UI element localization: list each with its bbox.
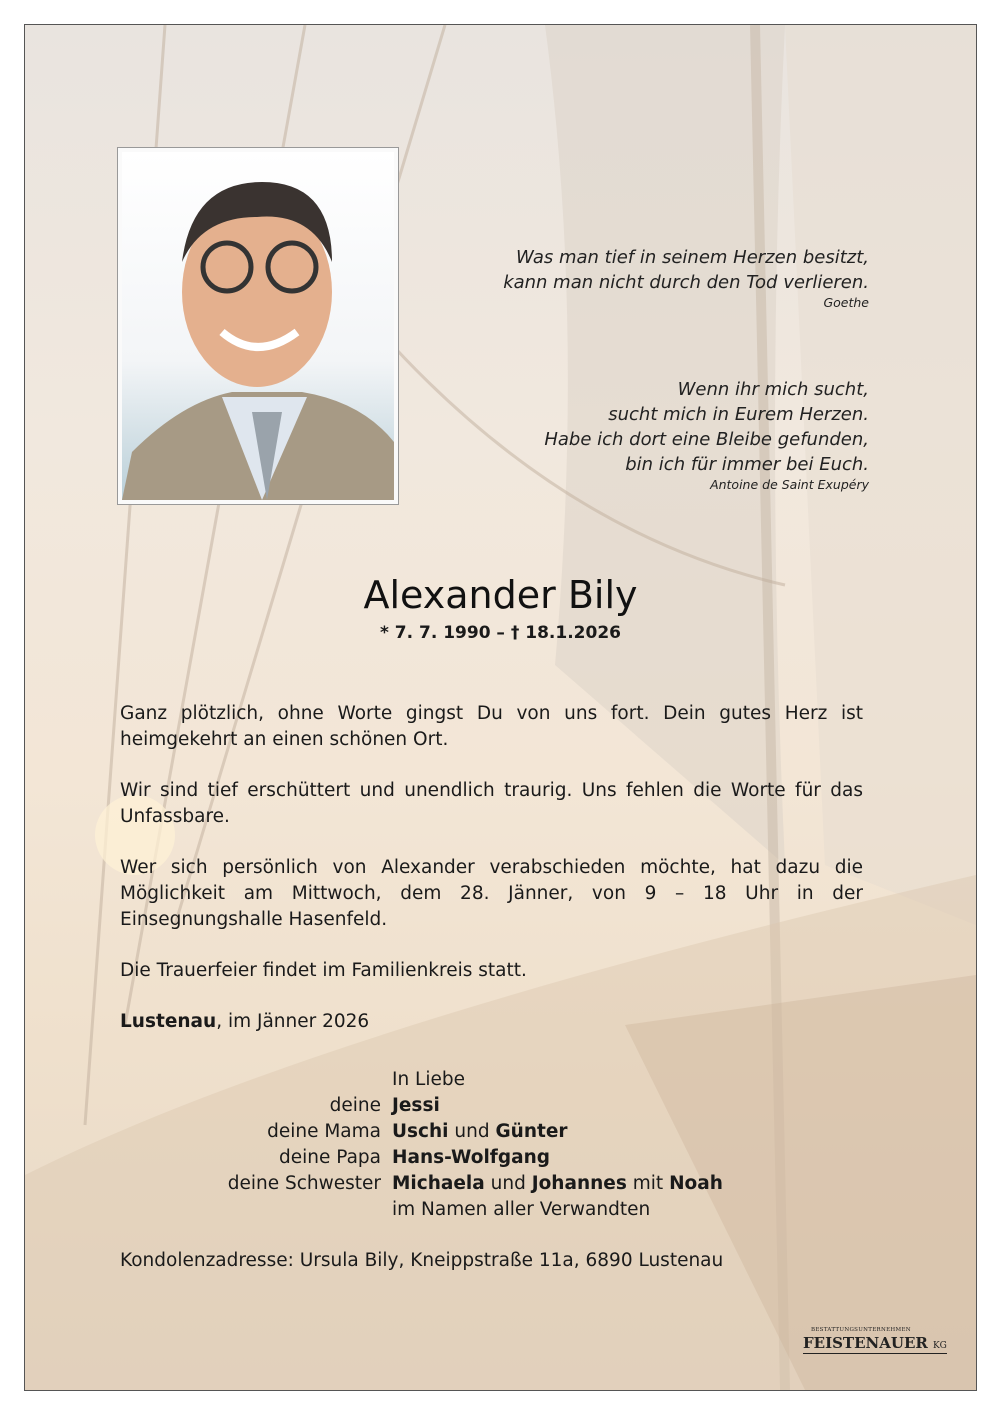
paragraph: Wir sind tief erschüttert und unendlich traurig. Uns fehlen die Worte für das Unfassbare. bbox=[120, 780, 863, 827]
quote-line: kann man nicht durch den Tod verlieren. bbox=[503, 272, 869, 293]
quote-line: sucht mich in Eurem Herzen. bbox=[608, 404, 869, 425]
place-city: Lustenau bbox=[120, 1011, 217, 1032]
quote-line: Was man tief in seinem Herzen besitzt, bbox=[516, 247, 869, 268]
connector-text: und bbox=[484, 1173, 532, 1194]
condolence-address: Kondolenzadresse: Ursula Bily, Kneippstraße 11a, 6890 Lustenau bbox=[120, 1250, 724, 1271]
funeral-home-logo bbox=[803, 1327, 947, 1354]
quote-line: Wenn ihr mich sucht, bbox=[677, 379, 869, 400]
family-members bbox=[392, 1093, 440, 1119]
quote-source: Goethe bbox=[823, 295, 869, 310]
portrait-frame bbox=[117, 147, 399, 505]
family-relation: deine Schwester bbox=[227, 1173, 381, 1194]
family-member-name: Noah bbox=[669, 1173, 723, 1194]
family-closing: im Namen aller Verwandten bbox=[392, 1199, 651, 1220]
family-member-name: Hans-Wolfgang bbox=[392, 1147, 550, 1168]
logo-tagline: BESTATTUNGSUNTERNEHMEN bbox=[811, 1327, 911, 1333]
quote-line: Habe ich dort eine Bleibe gefunden, bbox=[544, 429, 869, 450]
connector-text: mit bbox=[626, 1173, 670, 1194]
family-member-name: Uschi bbox=[392, 1121, 449, 1142]
logo-suffix: KG bbox=[932, 1341, 947, 1351]
place-date-text: , im Jänner 2026 bbox=[216, 1011, 370, 1032]
family-intro: In Liebe bbox=[392, 1069, 466, 1090]
deceased-name: Alexander Bily bbox=[363, 573, 638, 617]
paragraph: Wer sich persönlich von Alexander verabschieden möchte, hat dazu die Möglichkeit am Mittwoch, dem 28. Jänner, von 9 – 18 Uhr in der Einsegnungshalle Hasenfeld. bbox=[120, 857, 863, 930]
family-members bbox=[392, 1145, 550, 1171]
family-member-name: Jessi bbox=[392, 1095, 440, 1116]
obituary-text bbox=[120, 701, 863, 1060]
family-member-name: Johannes bbox=[531, 1173, 627, 1194]
family-relation: deine Mama bbox=[267, 1121, 381, 1142]
family-members bbox=[392, 1171, 723, 1197]
quote-saint-exupery bbox=[544, 377, 869, 493]
logo-name: FEISTENAUER bbox=[803, 1334, 928, 1352]
quote-line: bin ich für immer bei Euch. bbox=[625, 454, 869, 475]
place-date bbox=[120, 1009, 863, 1035]
family-member-name: Michaela bbox=[392, 1173, 485, 1194]
obituary-page bbox=[24, 24, 977, 1391]
family-relation: deine Papa bbox=[279, 1147, 381, 1168]
family-relation: deine bbox=[329, 1095, 381, 1116]
family-signatures bbox=[25, 1067, 976, 1227]
life-dates: * 7. 7. 1990 – † 18.1.2026 bbox=[379, 623, 621, 643]
connector-text: und bbox=[448, 1121, 496, 1142]
paragraph: Ganz plötzlich, ohne Worte gingst Du von uns fort. Dein gutes Herz ist heimgekehrt an einen schönen Ort. bbox=[120, 703, 863, 750]
quote-goethe bbox=[503, 245, 869, 311]
paragraph: Die Trauerfeier findet im Familienkreis statt. bbox=[120, 960, 527, 981]
portrait-photo bbox=[122, 152, 394, 500]
family-member-name: Günter bbox=[495, 1121, 568, 1142]
quote-source: Antoine de Saint Exupéry bbox=[710, 477, 869, 492]
family-members bbox=[392, 1119, 568, 1145]
